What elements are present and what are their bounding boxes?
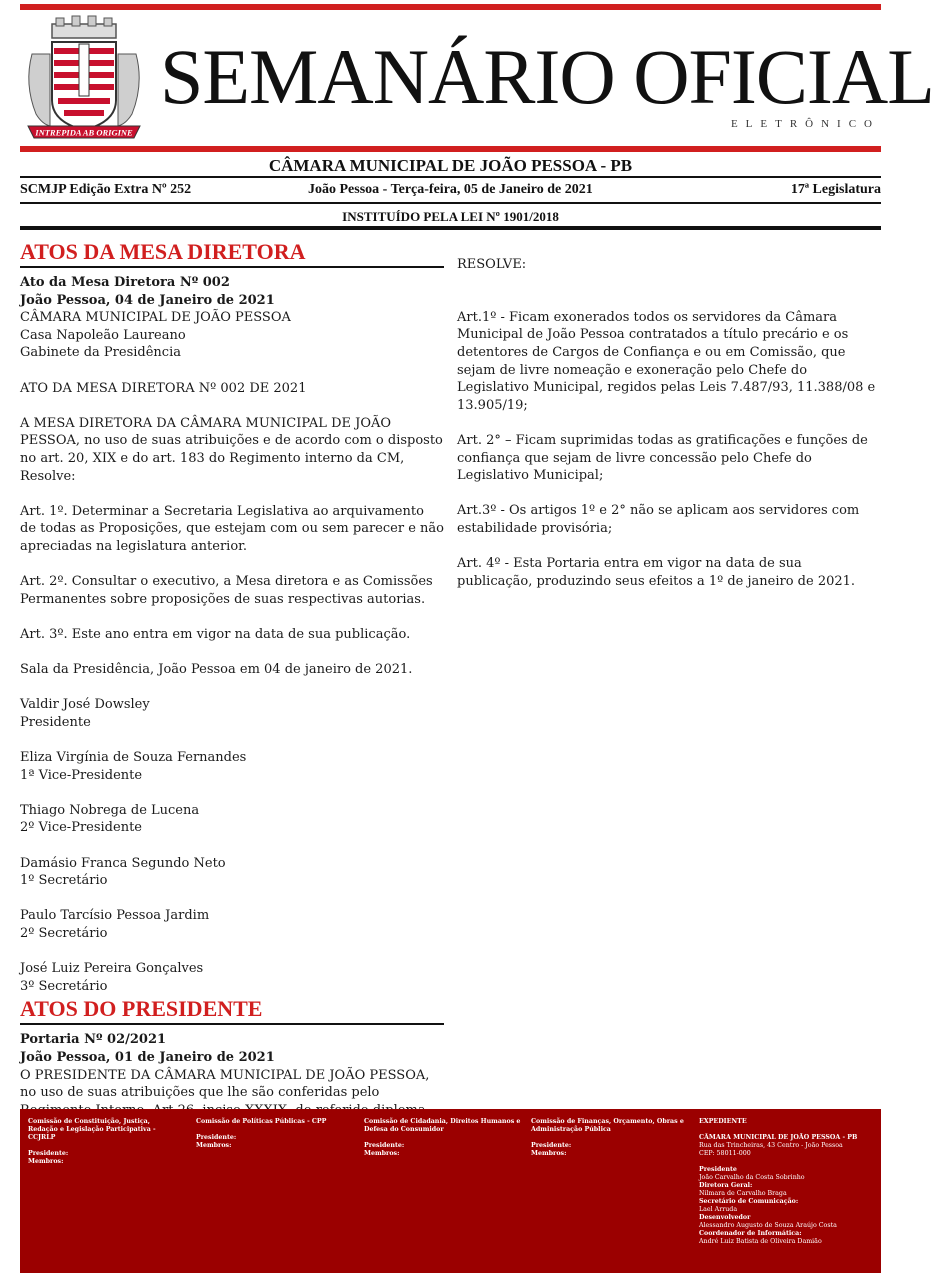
commission-president-label: Presidente: xyxy=(364,1142,405,1149)
expediente-label: Diretora Geral: xyxy=(699,1182,753,1189)
commission-members-label: Membros: xyxy=(531,1150,567,1157)
expediente-value: André Luiz Batista de Oliveira Damião xyxy=(699,1238,822,1245)
top-red-bar xyxy=(20,4,881,10)
org-line: CÂMARA MUNICIPAL DE JOÃO PESSOA xyxy=(20,310,291,326)
masthead-title: SEMANÁRIO OFICIAL xyxy=(160,33,934,120)
commission-members-label: Membros: xyxy=(28,1158,64,1165)
expediente-cep: CEP: 58011-000 xyxy=(699,1150,751,1157)
masthead-divider xyxy=(20,146,881,152)
left-column xyxy=(20,240,444,1119)
section-title-mesa: ATOS DA MESA DIRETORA xyxy=(20,240,444,268)
act-article-1: Art. 1º. Determinar a Secretaria Legislativa ao arquivamento de todas as Proposições, que estejam com ou sem parecer e não apreciadas na legislatura anterior. xyxy=(20,503,444,554)
signatory-name: Thiago Nobrega de Lucena xyxy=(20,802,200,818)
legislature: 17ª Legislatura xyxy=(790,182,881,197)
commission-title: Comissão de Finanças, Orçamento, Obras e Administração Pública xyxy=(531,1118,684,1133)
commission-president-label: Presidente: xyxy=(196,1134,237,1141)
law-banner: INSTITUÍDO PELA LEI Nº 1901/2018 xyxy=(342,209,559,224)
act-title: Ato da Mesa Diretora Nº 002 xyxy=(20,275,230,290)
rule xyxy=(20,202,881,204)
logo-motto: INTREPIDA AB ORIGINE xyxy=(35,127,133,138)
signatory-role: 1º Secretário xyxy=(20,873,108,889)
signatory-name: Valdir José Dowsley xyxy=(20,697,150,713)
act-article-2: Art. 2º. Consultar o executivo, a Mesa diretora e as Comissões Permanentes sobre proposições de suas respectivas autorias. xyxy=(20,574,433,607)
expediente-value: Lael Arruda xyxy=(699,1206,738,1213)
portaria-intro: O PRESIDENTE DA CÂMARA MUNICIPAL DE JOÃO PESSOA, no uso de suas atribuições que lhe são conferidas pelo xyxy=(20,1067,430,1101)
signatory-role: 2º Secretário xyxy=(20,925,108,941)
act-article-3: Art. 3º. Este ano entra em vigor na data de sua publicação. xyxy=(20,626,411,642)
right-column xyxy=(457,256,881,590)
expediente-title: EXPEDIENTE xyxy=(699,1118,747,1125)
expediente-value: Nilmara de Carvalho Braga xyxy=(699,1190,787,1197)
commission-title: Comissão de Constituição, Justiça, Redação e Legislação Participativa - CCJRLP xyxy=(28,1118,156,1141)
signatory-name: Paulo Tarcísio Pessoa Jardim xyxy=(20,908,210,924)
expediente-org: CÂMARA MUNICIPAL DE JOÃO PESSOA - PB xyxy=(699,1134,858,1141)
portaria-article-4: Art. 4º - Esta Portaria entra em vigor na data de sua publicação, produzindo seus efeitos a 1º de janeiro de 2021. xyxy=(457,556,856,589)
signatory-role: 3º Secretário xyxy=(20,978,108,994)
act-date: João Pessoa, 04 de Janeiro de 2021 xyxy=(20,292,275,308)
portaria-article-1: Art.1º - Ficam exonerados todos os servidores da Câmara Municipal de João Pessoa contratados a título precário e os detentores de Cargos de Confiança e ou em Comissão, que sejam de livre nomeação e exoneração pelo Chefe do Legislativo Municipal, regidos pelas Leis 7.487/93, 11.388/08 e 13.905/19; xyxy=(457,309,876,413)
signatory-name: José Luiz Pereira Gonçalves xyxy=(20,961,204,977)
commission-block xyxy=(196,1118,346,1150)
expediente-value: Alessandro Augusto de Souza Araújo Costa xyxy=(699,1222,837,1229)
portaria-date: João Pessoa, 01 de Janeiro de 2021 xyxy=(20,1049,275,1065)
expediente-block xyxy=(699,1118,869,1246)
expediente-value: João Carvalho da Costa Sobrinho xyxy=(699,1174,805,1181)
place-date: Sala da Presidência, João Pessoa em 04 de janeiro de 2021. xyxy=(20,662,413,678)
commission-block xyxy=(531,1118,691,1158)
signatory-name: Eliza Virgínia de Souza Fernandes xyxy=(20,750,247,766)
org-line: Gabinete da Presidência xyxy=(20,345,181,361)
commission-block xyxy=(364,1118,524,1158)
signatory-role: Presidente xyxy=(20,714,91,730)
signatory-role: 2º Vice-Presidente xyxy=(20,820,142,836)
expediente-label: Desenvolvedor xyxy=(699,1214,751,1221)
commission-members-label: Membros: xyxy=(364,1150,400,1157)
masthead-subtitle: ELETRÔNICO xyxy=(730,118,880,130)
rule xyxy=(20,176,881,178)
portaria-article-2: Art. 2° – Ficam suprimidas todas as gratificações e funções de confiança que sejam de livre concessão pelo Chefe do Legislativo Municipal; xyxy=(457,432,868,484)
portaria-article-3: Art.3º - Os artigos 1º e 2° não se aplicam aos servidores com estabilidade provisória; xyxy=(457,503,860,536)
commission-title: Comissão de Cidadania, Direitos Humanos e Defesa do Consumidor xyxy=(364,1118,521,1133)
expediente-label: Secretário de Comunicação: xyxy=(699,1198,799,1205)
commission-block xyxy=(28,1118,178,1166)
expediente-address: Rua das Trincheiras, 43 Centro - João Pessoa xyxy=(699,1142,843,1149)
rule-thick xyxy=(20,226,881,230)
signatory-name: Damásio Franca Segundo Neto xyxy=(20,855,226,871)
org-line: Casa Napoleão Laureano xyxy=(20,327,186,343)
commission-members-label: Membros: xyxy=(196,1142,232,1149)
coat-of-arms-logo xyxy=(22,14,146,142)
chamber-banner: CÂMARA MUNICIPAL DE JOÃO PESSOA - PB xyxy=(268,156,633,175)
edition-number: SCMJP Edição Extra Nº 252 xyxy=(20,182,192,197)
section-title-presidente: ATOS DO PRESIDENTE xyxy=(20,997,444,1025)
portaria-title: Portaria Nº 02/2021 xyxy=(20,1032,167,1048)
resolve-label: RESOLVE: xyxy=(457,257,527,272)
footer xyxy=(20,1109,881,1273)
signatory-role: 1ª Vice-Presidente xyxy=(20,767,143,783)
edition-date: João Pessoa - Terça-feira, 05 de Janeiro de 2021 xyxy=(308,182,593,197)
expediente-label: Coordenador de Informática: xyxy=(699,1230,802,1237)
act-intro: A MESA DIRETORA DA CÂMARA MUNICIPAL DE JOÃO PESSOA, no uso de suas atribuições e de acordo com o disposto no art. 20, XIX e do art. 183 do Regimento interno da CM, Resolve: xyxy=(20,415,443,484)
commission-title: Comissão de Políticas Públicas - CPP xyxy=(196,1118,327,1125)
expediente-label: Presidente xyxy=(699,1166,737,1173)
commission-president-label: Presidente: xyxy=(531,1142,572,1149)
commission-president-label: Presidente: xyxy=(28,1150,69,1157)
act-heading: ATO DA MESA DIRETORA Nº 002 DE 2021 xyxy=(20,380,307,396)
